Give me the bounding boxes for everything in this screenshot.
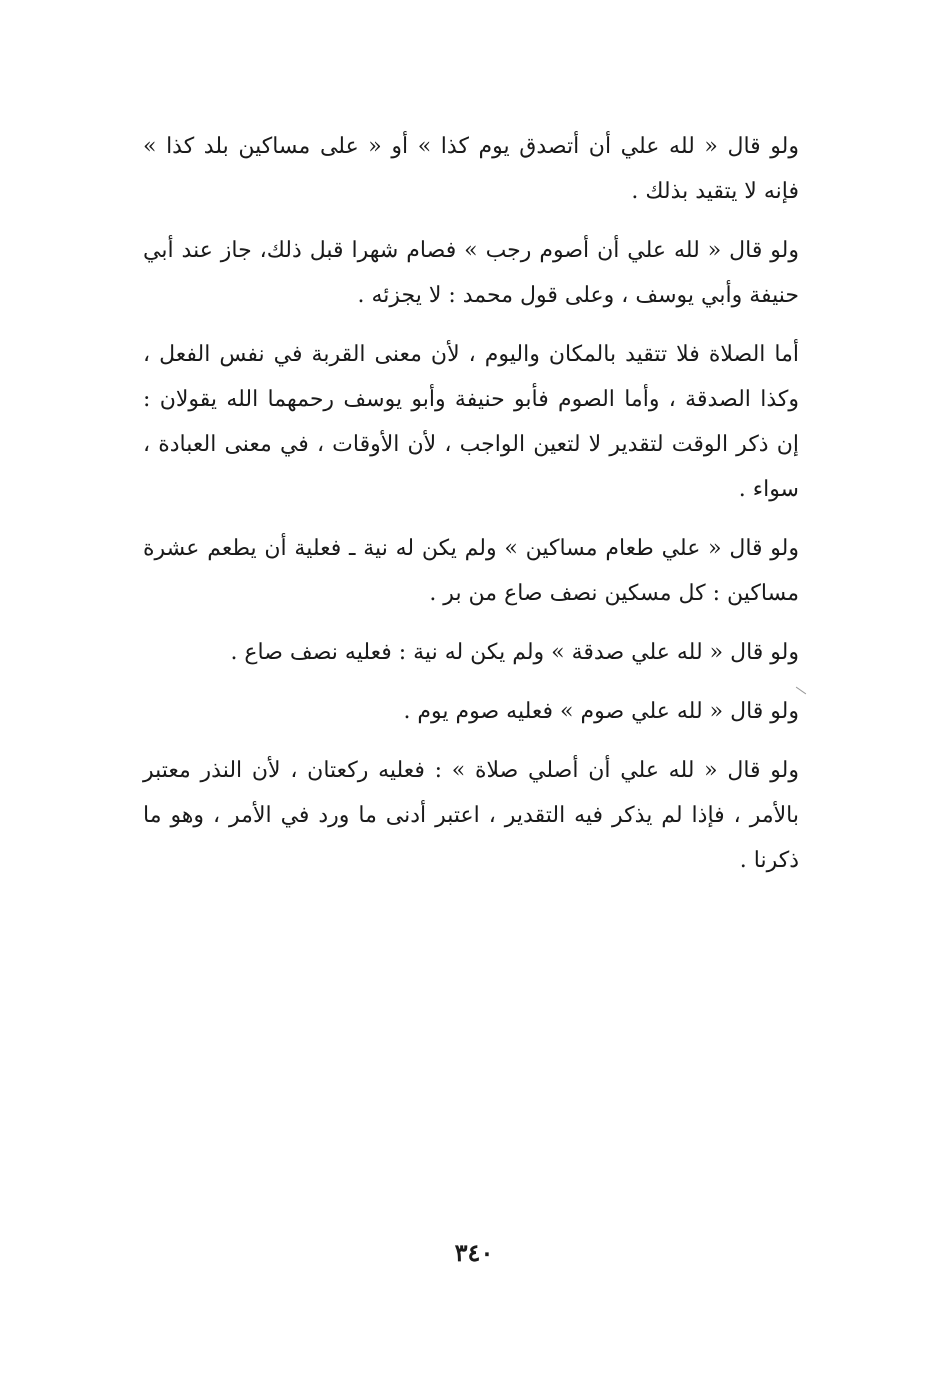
- page-number: ٣٤٠: [454, 1238, 494, 1267]
- paragraph-7: ولو قال « لله علي أن أصلي صلاة » : فعليه ركعتان ، لأن النذر معتبر بالأمر ، فإذا لم يذكر فيه التقدير ، اعتبر أدنى ما ورد في الأمر ، وهو ما ذكرنا .: [143, 758, 799, 873]
- paragraph-5: ولو قال « لله علي صدقة » ولم يكن له نية : فعليه نصف صاع .: [230, 640, 799, 665]
- paragraph-6: ولو قال « لله علي صوم » فعليه صوم يوم .: [403, 699, 799, 724]
- paragraph-1: ولو قال « لله علي أن أتصدق يوم كذا » أو « على مساكين بلد كذا » فإنه لا يتقيد بذلك .: [143, 134, 799, 204]
- paragraph-2: ولو قال « لله علي أن أصوم رجب » فصام شهرا قبل ذلك، جاز عند أبي حنيفة وأبي يوسف ، وعلى قول محمد : لا يجزئه .: [143, 238, 799, 308]
- paragraph-4: ولو قال « علي طعام مساكين » ولم يكن له نية ـ فعلية أن يطعم عشرة مساكين : كل مسكين نصف صاع من بر .: [143, 536, 799, 606]
- paragraph-3: أما الصلاة فلا تتقيد بالمكان واليوم ، لأن معنى القربة في نفس الفعل ، وكذا الصدقة ، وأما الصوم فأبو حنيفة وأبو يوسف رحمهما الله يقولان : إن ذكر الوقت لتقدير لا لتعين الواجب ، لأن الأوقات ، في معنى العبادة ، سواء .: [143, 342, 799, 502]
- body-text: [143, 124, 799, 897]
